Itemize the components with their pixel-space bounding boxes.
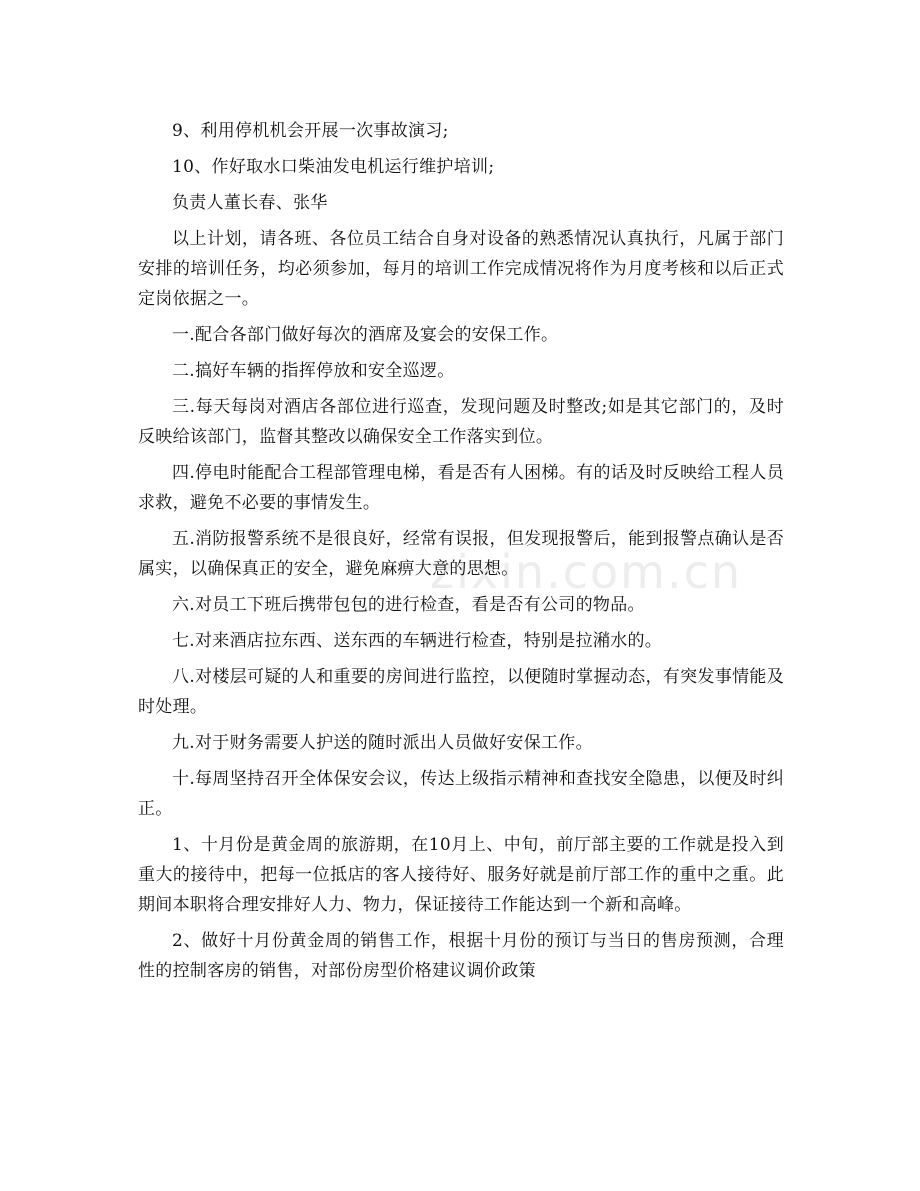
paragraph: 以上计划，请各班、各位员工结合自身对设备的熟悉情况认真执行，凡属于部门安排的培训任务，均必须参加，每月的培训工作完成情况将作为月度考核和以后正式定岗依据之一。 bbox=[138, 229, 784, 309]
paragraph: 二.搞好车辆的指挥停放和安全巡逻。 bbox=[172, 361, 455, 381]
paragraph: 四.停电时能配合工程部管理电梯，看是否有人困梯。有的话及时反映给工程人员求救，避免不必要的事情发生。 bbox=[138, 463, 784, 513]
paragraph: 10、作好取水口柴油发电机运行维护培训; bbox=[172, 157, 495, 177]
paragraph: 9、利用停机机会开展一次事故演习; bbox=[172, 121, 449, 141]
document-body bbox=[138, 116, 784, 992]
paragraph: 六.对员工下班后携带包包的进行检查，看是否有公司的物品。 bbox=[172, 595, 645, 615]
paragraph: 九.对于财务需要人护送的随时派出人员做好安保工作。 bbox=[172, 733, 593, 753]
paragraph: 2、做好十月份黄金周的销售工作，根据十月份的预订与当日的售房预测，合理性的控制客房的销售，对部份房型价格建议调价政策 bbox=[138, 931, 784, 981]
paragraph: 三.每天每岗对酒店各部位进行巡查，发现问题及时整改;如是其它部门的，及时反映给该部门，监督其整改以确保安全工作落实到位。 bbox=[138, 397, 784, 447]
paragraph: 一.配合各部门做好每次的酒席及宴会的安保工作。 bbox=[172, 325, 559, 345]
paragraph: 五.消防报警系统不是很良好，经常有误报，但发现报警后，能到报警点确认是否属实，以确保真正的安全，避免麻痹大意的思想。 bbox=[138, 529, 784, 579]
paragraph: 1、十月份是黄金周的旅游期，在10月上、中旬，前厅部主要的工作就是投入到重大的接待中，把每一位抵店的客人接待好、服务好就是前厅部工作的重中之重。此期间本职将合理安排好人力、物力，保证接待工作能达到一个新和高峰。 bbox=[138, 835, 784, 915]
paragraph: 十.每周坚持召开全体保安会议，传达上级指示精神和查找安全隐患，以便及时纠正。 bbox=[138, 769, 784, 819]
watermark: zixin.com.cn bbox=[430, 545, 743, 599]
paragraph: 七.对来酒店拉东西、送东西的车辆进行检查，特别是拉潲水的。 bbox=[172, 631, 663, 651]
paragraph: 负责人董长春、张华 bbox=[172, 193, 328, 213]
paragraph: 八.对楼层可疑的人和重要的房间进行监控，以便随时掌握动态，有突发事情能及时处理。 bbox=[138, 667, 784, 717]
